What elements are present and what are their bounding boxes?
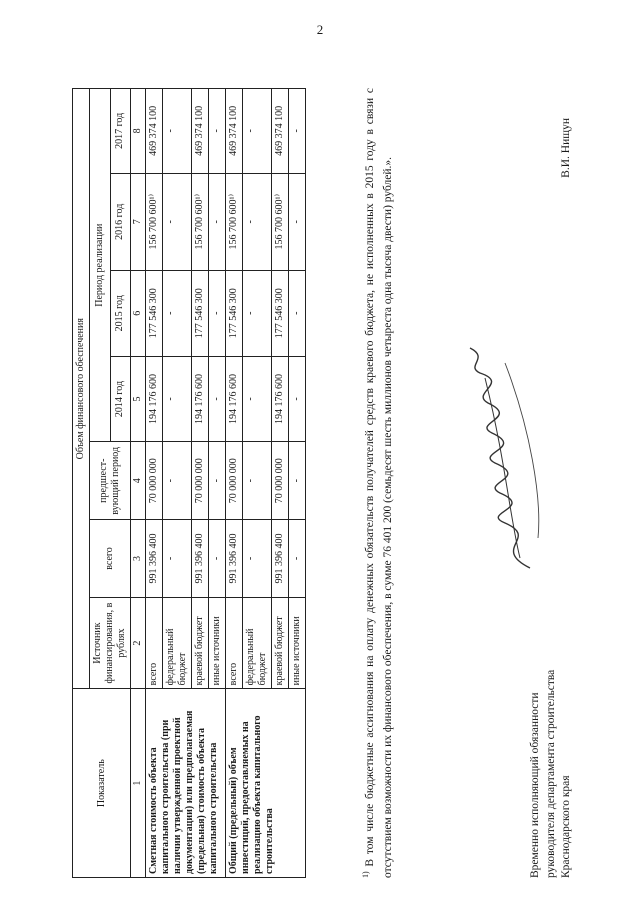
value-cell: -: [163, 173, 192, 270]
header-year: 2014 год: [110, 356, 131, 442]
footnote-text: В том числе бюджетные ассигнования на оплату денежных обязательств получателей средств краевого бюджета, не исполненных в 2015 году в связи с отсутствием возможности их финансового обеспечения, в сумме 76 401 200 (семьдесят шесть миллионов четыреста одна тысяча двести) рублей.».: [363, 88, 394, 878]
value-cell: 156 700 600¹⁾: [192, 173, 209, 270]
value-cell: 991 396 400: [146, 520, 163, 598]
header-period: Период реализации: [90, 89, 111, 442]
header-year: 2017 год: [110, 89, 131, 174]
header-prev-period: предшест-вующий период: [90, 442, 131, 520]
value-cell: -: [163, 89, 192, 174]
source-cell: иные источники: [289, 597, 306, 688]
column-number: 7: [131, 173, 146, 270]
value-cell: -: [243, 520, 272, 598]
column-number: 2: [131, 597, 146, 688]
value-cell: 177 546 300: [146, 270, 163, 356]
source-cell: краевой бюджет: [192, 597, 209, 688]
value-cell: -: [243, 270, 272, 356]
table-row: [226, 89, 243, 878]
value-cell: 991 396 400: [192, 520, 209, 598]
value-cell: 194 176 600: [192, 356, 209, 442]
table-row: [146, 89, 163, 878]
value-cell: 469 374 100: [272, 89, 289, 174]
signature-block: [528, 88, 575, 878]
value-cell: -: [289, 270, 306, 356]
header-year: 2015 год: [110, 270, 131, 356]
source-cell: всего: [146, 597, 163, 688]
value-cell: -: [289, 520, 306, 598]
value-cell: -: [289, 442, 306, 520]
source-cell: федеральный бюджет: [243, 597, 272, 688]
rotated-page-content: [20, 88, 620, 878]
column-number: 3: [131, 520, 146, 598]
value-cell: 177 546 300: [272, 270, 289, 356]
value-cell: 194 176 600: [272, 356, 289, 442]
value-cell: -: [209, 89, 226, 174]
header-group: Объем финансового обеспечения: [73, 89, 90, 689]
source-cell: краевой бюджет: [272, 597, 289, 688]
value-cell: 70 000 000: [146, 442, 163, 520]
header-indicator: Показатель: [73, 689, 131, 878]
source-cell: иные источники: [209, 597, 226, 688]
value-cell: 469 374 100: [226, 89, 243, 174]
value-cell: -: [289, 173, 306, 270]
signer-title-line: Краснодарского края: [560, 775, 573, 878]
indicator-cell: Общий (предельный) объем инвестиций, предоставляемых на реализацию объекта капитального строительства: [226, 689, 306, 878]
financing-table: [72, 88, 306, 878]
value-cell: -: [163, 520, 192, 598]
signer-name: В.И. Нищун: [560, 118, 573, 178]
value-cell: 156 700 600¹⁾: [226, 173, 243, 270]
value-cell: 991 396 400: [226, 520, 243, 598]
value-cell: 177 546 300: [192, 270, 209, 356]
value-cell: -: [243, 442, 272, 520]
column-number: 6: [131, 270, 146, 356]
value-cell: 156 700 600¹⁾: [146, 173, 163, 270]
value-cell: -: [243, 173, 272, 270]
source-cell: всего: [226, 597, 243, 688]
value-cell: -: [163, 270, 192, 356]
value-cell: 70 000 000: [272, 442, 289, 520]
column-number: 4: [131, 442, 146, 520]
column-number: 5: [131, 356, 146, 442]
value-cell: -: [209, 442, 226, 520]
signer-title-line: Временно исполняющий обязанности: [529, 692, 541, 878]
footnote: [360, 88, 397, 878]
value-cell: 469 374 100: [146, 89, 163, 174]
value-cell: -: [209, 356, 226, 442]
source-cell: федеральный бюджет: [163, 597, 192, 688]
footnote-marker: 1): [361, 871, 370, 878]
value-cell: -: [289, 89, 306, 174]
value-cell: 70 000 000: [192, 442, 209, 520]
value-cell: -: [289, 356, 306, 442]
value-cell: 70 000 000: [226, 442, 243, 520]
header-total: всего: [90, 520, 131, 598]
value-cell: -: [209, 270, 226, 356]
column-number: 8: [131, 89, 146, 174]
column-number: 1: [131, 689, 146, 878]
header-source: Источник финансирования, в рублях: [90, 597, 131, 688]
value-cell: -: [163, 442, 192, 520]
value-cell: -: [243, 356, 272, 442]
value-cell: 194 176 600: [226, 356, 243, 442]
signer-title-line: руководителя департамента строительства: [544, 669, 557, 878]
value-cell: -: [209, 173, 226, 270]
value-cell: 177 546 300: [226, 270, 243, 356]
value-cell: -: [243, 89, 272, 174]
indicator-cell: Сметная стоимость объекта капитального строительства (при наличии утвержденной проектной документации) или предполагаемая (предельная) стоимость объекта капитального строительства: [146, 689, 226, 878]
value-cell: 469 374 100: [192, 89, 209, 174]
value-cell: 991 396 400: [272, 520, 289, 598]
header-year: 2016 год: [110, 173, 131, 270]
value-cell: -: [209, 520, 226, 598]
value-cell: 194 176 600: [146, 356, 163, 442]
value-cell: -: [163, 356, 192, 442]
value-cell: 156 700 600¹⁾: [272, 173, 289, 270]
page-number: 2: [316, 22, 324, 37]
